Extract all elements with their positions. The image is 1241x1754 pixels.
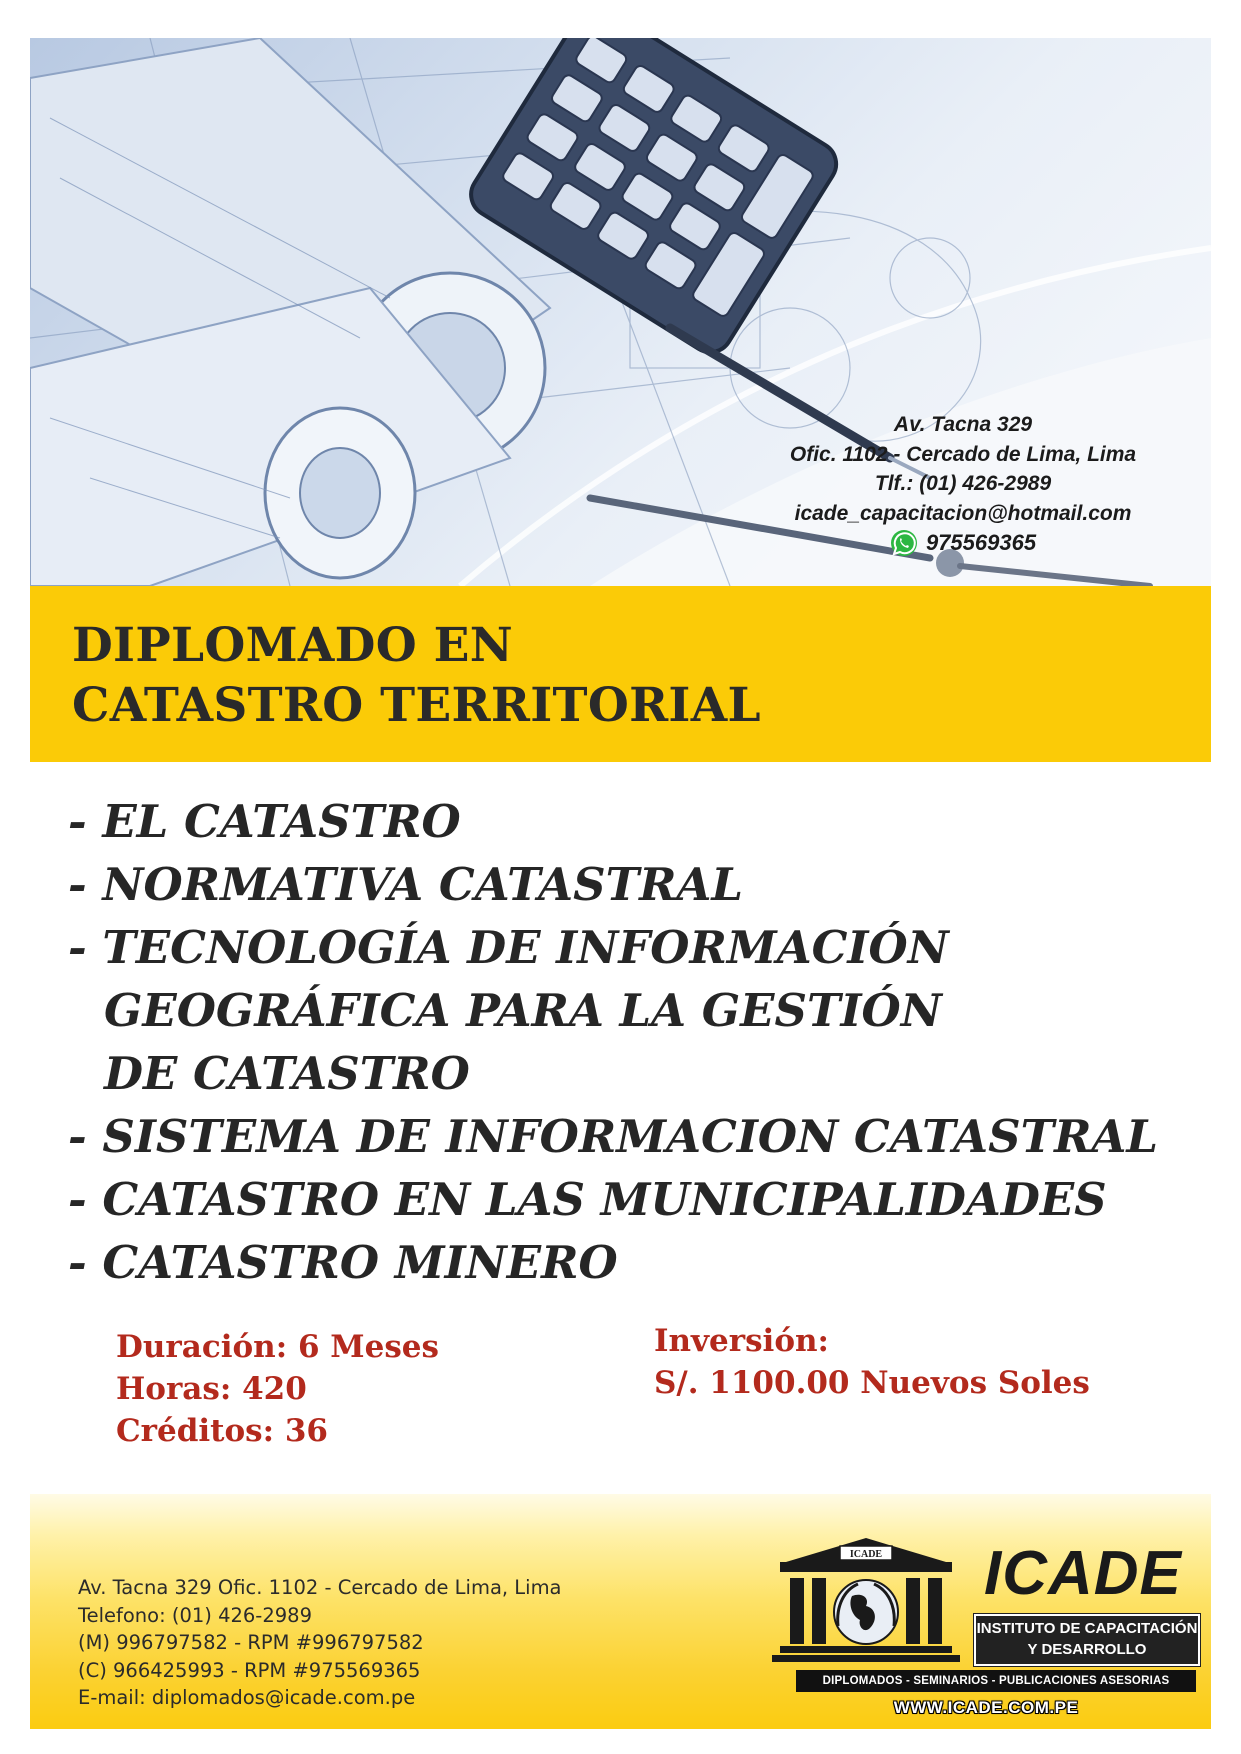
footer-email[interactable]: E-mail: diplomados@icade.com.pe [78, 1686, 416, 1709]
topic-item: - SISTEMA DE INFORMACION CATASTRAL [68, 1110, 1159, 1163]
website-link[interactable]: WWW.ICADE.COM.PE [893, 1698, 1079, 1717]
whatsapp-number: 975569365 [925, 530, 1037, 555]
contact-office: Ofic. 1102 - Cercado de Lima, Lima [789, 442, 1137, 466]
institute-line-1: INSTITUTO DE CAPACITACIÓN [976, 1620, 1198, 1637]
topic-item-continued: DE CATASTRO [104, 1047, 470, 1100]
contact-phone: Tlf.: (01) 426-2989 [874, 472, 1052, 495]
title-band [30, 586, 1211, 762]
topic-item: - NORMATIVA CATASTRAL [68, 858, 744, 911]
course-details [116, 1326, 439, 1452]
topic-item: - TECNOLOGÍA DE INFORMACIÓN [68, 921, 949, 974]
investment-label: Inversión: [654, 1323, 829, 1359]
footer [30, 1494, 1211, 1729]
contact-address: Av. Tacna 329 [893, 413, 1033, 436]
course-title [72, 616, 761, 736]
institute-line-2: Y DESARROLLO [1027, 1641, 1147, 1658]
hero-image [30, 38, 1211, 586]
footer-address: Av. Tacna 329 Ofic. 1102 - Cercado de Lima, Lima [78, 1576, 562, 1599]
contact-block [733, 410, 1193, 558]
footer-claro: (C) 966425993 - RPM #975569365 [78, 1658, 421, 1682]
title-line-1: DIPLOMADO EN [72, 618, 514, 673]
blueprint-rolls [30, 38, 550, 586]
brand-name: ICADE [984, 1539, 1182, 1608]
services-strip: DIPLOMADOS - SEMINARIOS - PUBLICACIONES ASESORIAS [796, 1670, 1196, 1692]
whatsapp-row[interactable] [733, 528, 1193, 558]
credits: Créditos: 36 [116, 1413, 329, 1449]
emblem-text: ICADE [849, 1549, 883, 1560]
footer-mobile: (M) 996797582 - RPM #996797582 [78, 1631, 424, 1654]
topic-item: - EL CATASTRO [68, 795, 461, 848]
footer-phone: Telefono: (01) 426-2989 [78, 1603, 312, 1627]
whatsapp-icon [890, 529, 918, 557]
topic-item: - CATASTRO MINERO [68, 1236, 618, 1289]
institute-name [974, 1614, 1200, 1666]
title-line-2: CATASTRO TERRITORIAL [72, 678, 761, 733]
topic-item: - CATASTRO EN LAS MUNICIPALIDADES [68, 1173, 1107, 1226]
contact-email[interactable]: icade_capacitacion@hotmail.com [794, 501, 1132, 525]
topics-list [68, 790, 1158, 1294]
hours: Horas: 420 [116, 1371, 307, 1407]
duration: Duración: 6 Meses [116, 1329, 439, 1365]
investment-value: S/. 1100.00 Nuevos Soles [654, 1365, 1090, 1401]
footer-contact [78, 1574, 562, 1712]
temple-emblem-icon [766, 1534, 966, 1670]
topic-item-continued: GEOGRÁFICA PARA LA GESTIÓN [104, 984, 942, 1037]
icade-logo [766, 1534, 1196, 1724]
investment [654, 1320, 1090, 1404]
